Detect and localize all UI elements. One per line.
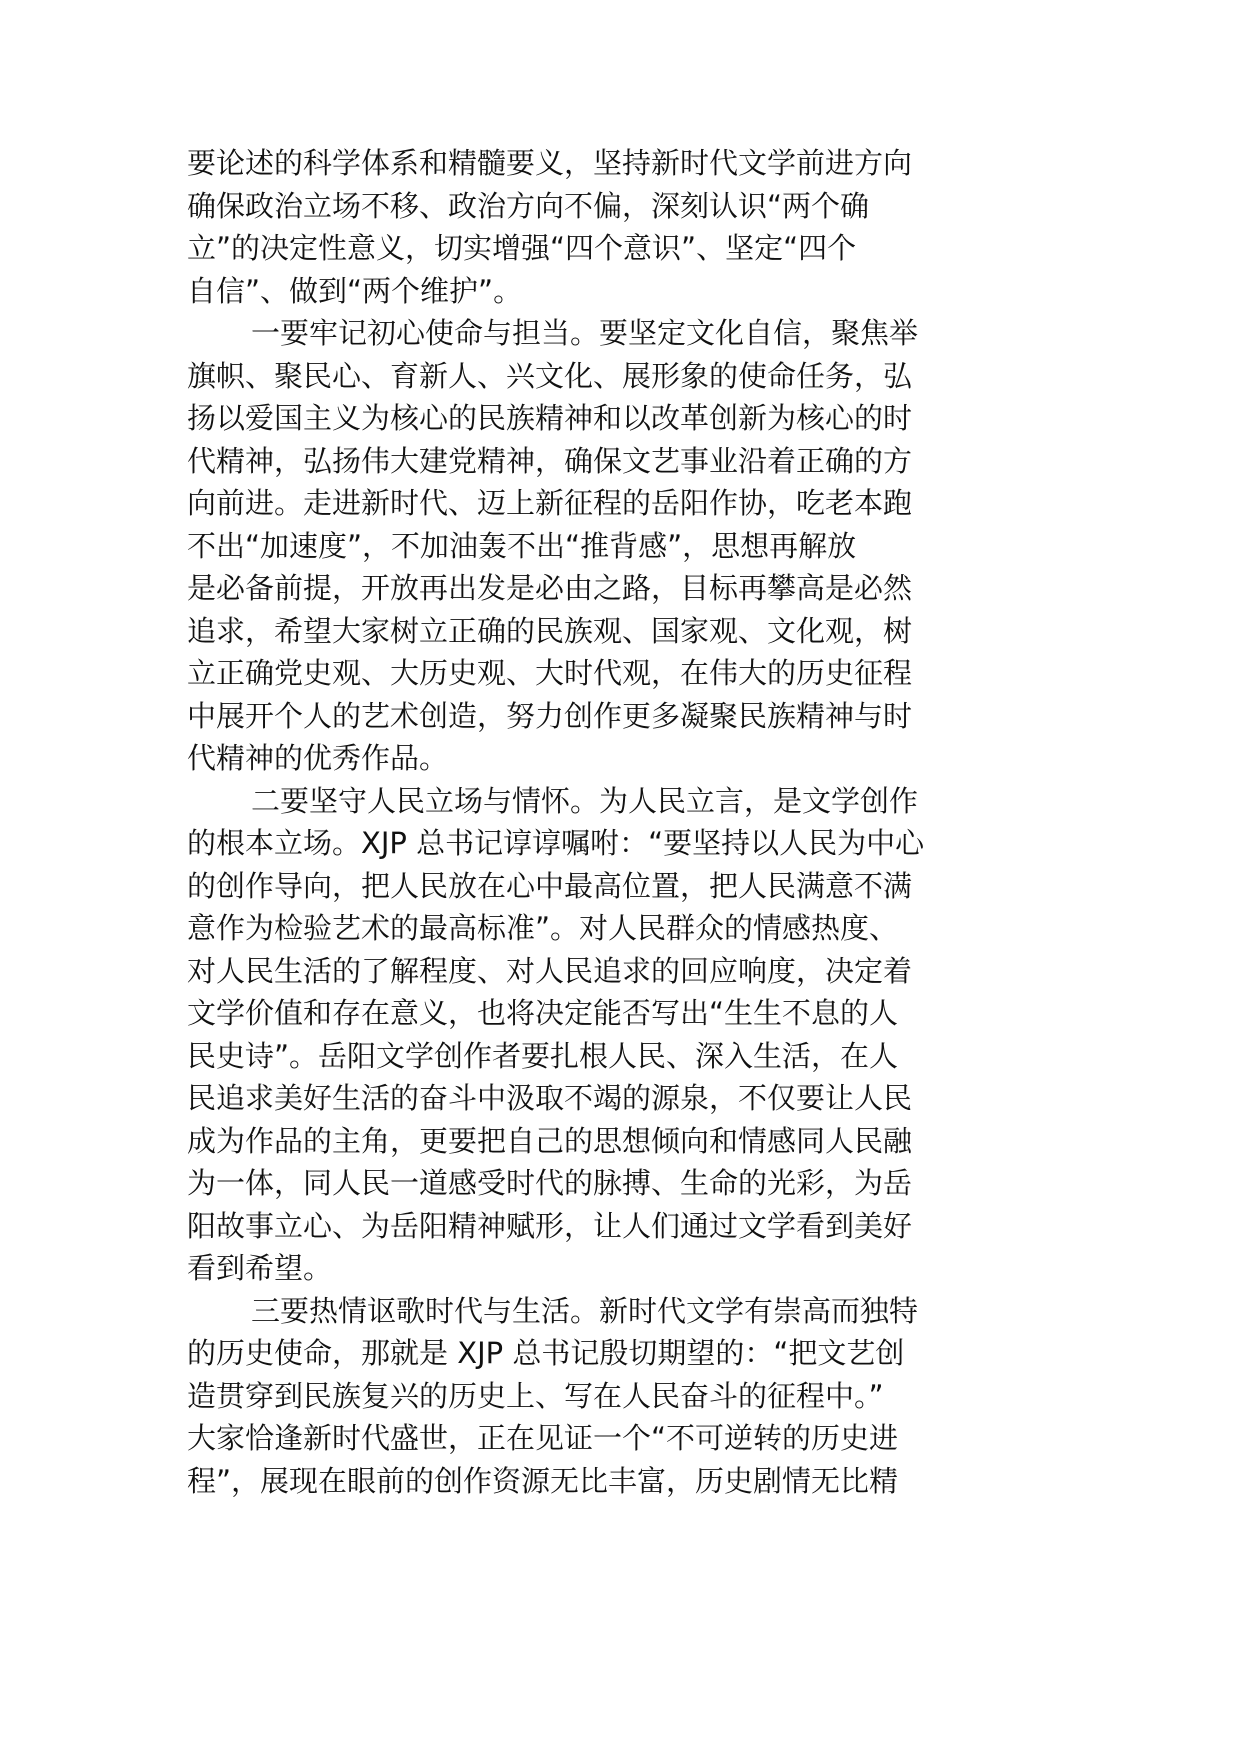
document-page: [187, 142, 1057, 1502]
paragraph-start-line: 一要牢记初心使命与担当。要坚定文化自信，聚焦举: [251, 316, 919, 350]
text-line: 民追求美好生活的奋斗中汲取不竭的源泉，不仅要让人民: [187, 1081, 913, 1115]
text-line: 中展开个人的艺术创造，努力创作更多凝聚民族精神与时: [187, 698, 913, 733]
text-line: 看到希望。: [187, 1251, 333, 1285]
text-line: 自信”、做到“两个维护”。: [187, 273, 523, 308]
text-line: 要论述的科学体系和精髓要义，坚持新时代文学前进方向: [187, 146, 913, 180]
text-line: 扬以爱国主义为核心的民族精神和以改革创新为核心的时: [187, 401, 913, 435]
text-line: 向前进。走进新时代、迈上新征程的岳阳作协，吃老本跑: [187, 486, 913, 520]
text-line: 代精神，弘扬伟大建党精神，确保文艺事业沿着正确的方: [187, 443, 913, 478]
paragraph-start-line: 二要坚守人民立场与情怀。为人民立言，是文学创作: [251, 783, 919, 818]
text-line: 为一体，同人民一道感受时代的脉搏、生命的光彩，为岳: [187, 1166, 913, 1200]
text-line: 成为作品的主角，更要把自己的思想倾向和情感同人民融: [187, 1123, 913, 1158]
text-line: 文学价值和存在意义，也将决定能否写出“生生不息的人: [187, 996, 899, 1030]
text-line: 民史诗”。岳阳文学创作者要扎根人民、深入生活，在人: [187, 1038, 899, 1073]
paragraph-start-line: 三要热情讴歌时代与生活。新时代文学有崇高而独特: [251, 1293, 919, 1328]
text-line: 造贯穿到民族复兴的历史上、写在人民奋斗的征程中。”: [187, 1378, 884, 1413]
text-line: 是必备前提，开放再出发是必由之路，目标再攀高是必然: [187, 571, 913, 605]
text-line: 代精神的优秀作品。: [187, 741, 449, 775]
text-line: 对人民生活的了解程度、对人民追求的回应响度，决定着: [187, 953, 913, 988]
text-line: 不出“加速度”，不加油轰不出“推背感”，思想再解放: [187, 528, 857, 563]
text-line: 立正确党史观、大历史观、大时代观，在伟大的历史征程: [187, 656, 913, 690]
text-line: 的历史使命，那就是 XJP 总书记殷切期望的：“把文艺创: [187, 1336, 905, 1370]
text-line: 立”的决定性意义，切实增强“四个意识”、坚定“四个: [187, 231, 857, 265]
text-line: 确保政治立场不移、政治方向不偏，深刻认识“两个确: [187, 188, 870, 223]
text-line: 程”，展现在眼前的创作资源无比丰富，历史剧情无比精: [187, 1463, 899, 1498]
text-line: 的根本立场。XJP 总书记谆谆嘱咐：“要坚持以人民为中心: [187, 826, 925, 860]
text-line: 旗帜、聚民心、育新人、兴文化、展形象的使命任务，弘: [187, 358, 913, 393]
text-line: 大家恰逢新时代盛世，正在见证一个“不可逆转的历史进: [187, 1421, 899, 1455]
text-line: 阳故事立心、为岳阳精神赋形，让人们通过文学看到美好: [187, 1208, 913, 1243]
text-line: 的创作导向，把人民放在心中最高位置，把人民满意不满: [187, 868, 913, 903]
text-line: 追求，希望大家树立正确的民族观、国家观、文化观，树: [187, 613, 913, 648]
text-line: 意作为检验艺术的最高标准”。对人民群众的情感热度、: [187, 911, 899, 945]
